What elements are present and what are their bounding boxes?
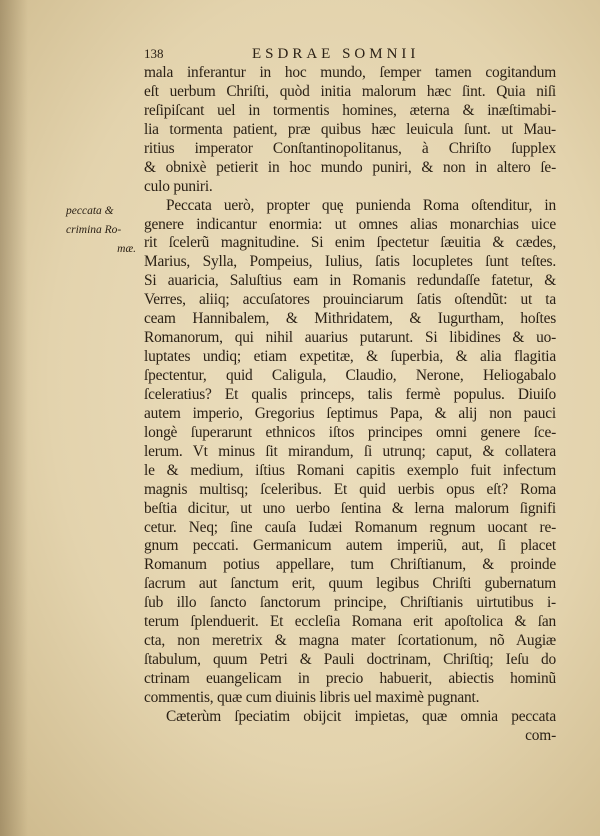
body-text xyxy=(144,64,556,746)
text-line: autem imperio, Gregorius ſeptimus Papa, & alij non pauci xyxy=(144,404,556,422)
paragraph-start-line: Cæterùm ſpeciatim obijcit impietas, quæ omnia peccata xyxy=(166,707,556,725)
text-line: rit ſcelerũ magnitudine. Si enim ſpectetur ſæuitia & cædes, xyxy=(144,234,556,252)
text-line: beſtia dicitur, ut uno uerbo ſentina & lerna malorum ſignifi xyxy=(144,499,556,517)
text-line: cetur. Neq; ſine cauſa Iudæi Romanum regnum uocant re- xyxy=(144,518,556,536)
text-line: & obnixè petierit in hoc mundo puniri, & non in altero ſe- xyxy=(144,158,556,176)
marginal-note-line: mæ. xyxy=(117,243,136,255)
text-line: genere indicantur enormia: ut omnes alias monarchias uice xyxy=(144,215,556,233)
marginal-note xyxy=(66,202,142,259)
text-line: Si auaricia, Saluſtius eam in Romanis redundaſſe fatetur, & xyxy=(144,272,556,290)
text-line: Marius, Sylla, Pompeius, Iulius, ſatis locupletes ſunt teſtes. xyxy=(144,253,556,271)
text-line: gnum peccati. Germanicum autem imperiũ, aut, ſi placet xyxy=(144,537,556,555)
text-line: luptates undiq; etiam expetitæ, & ſuperbia, & alia flagitia xyxy=(144,348,556,366)
paragraph-start-line: Peccata uerò, propter quę punienda Roma oſtenditur, in xyxy=(166,196,556,214)
text-line: eſt uerbum Chriſti, quòd initia malorum hæc ſint. Quia niſi xyxy=(144,82,556,100)
text-line: lia tormenta patient, præ quibus hæc leuicula ſunt. ut Mau- xyxy=(144,120,556,138)
text-line: longè ſuperarunt ethnicos iſtos principes omni genere ſce- xyxy=(144,423,556,441)
text-line: ſtabulum, quum Petri & Pauli doctrinam, Chriſtiq; Ieſu do xyxy=(144,651,556,669)
text-line: ſacrum aut ſanctum erit, quum legibus Chriſti gubernatum xyxy=(144,575,556,593)
text-line: ctrinam euangelicam in precio habuerit, abiectis hominũ xyxy=(144,670,556,687)
text-line: ritius imperator Conſtantinopolitanus, à Chriſto ſupplex xyxy=(144,139,556,157)
gutter-shadow xyxy=(0,0,28,836)
text-line: magnis multisq; ſceleribus. Et quid uerbis opus eſt? Roma xyxy=(144,480,556,498)
text-line: culo puniri. xyxy=(144,177,213,195)
folio-number: 138 xyxy=(144,46,164,61)
text-line: ſceleratius? Et qualis princeps, talis fermè populus. Diuiſo xyxy=(144,385,556,403)
catchword: com- xyxy=(525,726,556,744)
text-line: cta, non meretrix & magna mater ſcortationum, nõ Augiæ xyxy=(144,632,556,650)
text-line: Verres, aliiq; accuſatores prouinciarum ſatis oſtendũt: ut ta xyxy=(144,291,556,309)
text-line: Romanorum, qui nihil auarius putarunt. Si libidines & uo- xyxy=(144,329,556,347)
marginal-note-line: crimina Ro- xyxy=(66,224,122,236)
text-line: le & medium, iſtius Romani capitis exemplo fuit infectum xyxy=(144,461,556,479)
text-line: ſub illo ſancto ſanctorum principe, Chriſtianis uirtutibus i- xyxy=(144,594,556,612)
running-title: ESDRAE SOMNII xyxy=(252,46,420,62)
text-line: reſipiſcant uel in tormentis homines, æterna & inæſtimabi- xyxy=(144,101,556,119)
text-line: ſpectentur, quid Caligula, Claudio, Nerone, Heliogabalo xyxy=(144,367,556,384)
text-line: Romanum potius appellare, tum Chriſtianum, & proinde xyxy=(144,556,556,574)
text-line: ceam Hannibalem, & Mithridatem, & Iugurtham, hoſtes xyxy=(144,310,556,328)
text-line: mala inferantur in hoc mundo, ſemper tamen cogitandum xyxy=(144,64,556,81)
text-line: lerum. Vt minus ſit mirandum, ſi utrunq; caput, & collatera xyxy=(144,442,556,460)
text-line: commentis, quæ cum diuinis libris uel maximè pugnant. xyxy=(144,688,480,706)
text-line: terum ſplenduerit. Et eccleſia Romana erit apoſtolica & ſan xyxy=(144,613,556,631)
marginal-note-line: peccata & xyxy=(66,205,114,217)
